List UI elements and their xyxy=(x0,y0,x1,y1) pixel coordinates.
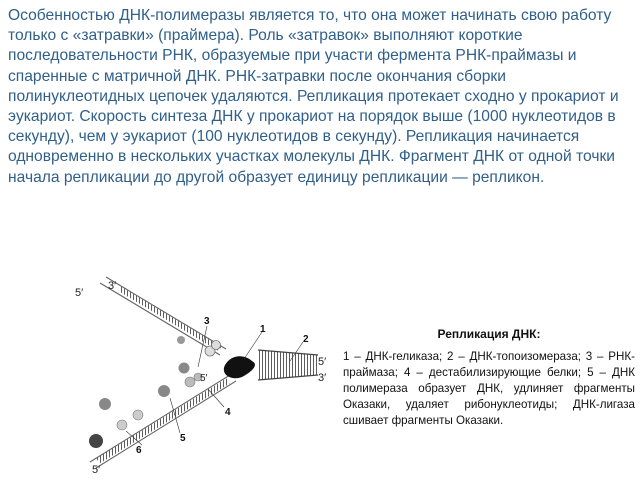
helicase-shape xyxy=(224,356,255,378)
caption-body: 1 – ДНК-геликаза; 2 – ДНК-топоизомераза; 3 – РНК-праймаза; 4 – дестабилизирующие белки; 5 – ДНК полимераза образует ДНК, удлиняет фрагменты Оказаки, удаляет рибонуклеотиды; ДНК-лигаза сшивает фрагменты Оказаки. xyxy=(343,350,635,427)
label-number-1: 1 xyxy=(260,324,266,335)
label-top-five: 5′ xyxy=(75,287,84,299)
label-number-4: 4 xyxy=(225,407,231,418)
figure-caption xyxy=(343,326,635,429)
label-number-3: 3 xyxy=(204,316,210,327)
label-bottom-five: 5′ xyxy=(92,464,101,476)
main-text: Особенностью ДНК-полимеразы является то, что она может начинать свою работу только с «затравки» (праймера). Роль «затравок» выполняют короткие последовательности РНК, образуемые при участи фермента РНК-праймазы и спаренные с матричной ДНК. РНК-затравки после окончания сборки полинуклеотидных цепочек удаляются. Репликация протекает сходно у прокариот и эукариот. Скорость синтеза ДНК у прокариот на порядок выше (1000 нуклеотидов в секунду), чем у эукариот (100 нуклеотидов в секунду). Репликация начинается одновременно в нескольких участках молекулы ДНК. Фрагмент ДНК от одной точки начала репликации до другой образует единицу репликации — репликон. xyxy=(8,7,619,186)
dna-replication-figure xyxy=(60,265,350,480)
parental-dna-helix xyxy=(258,350,318,380)
caption-title: Репликация ДНК: xyxy=(437,327,541,341)
label-number-6: 6 xyxy=(136,445,142,456)
label-number-2: 2 xyxy=(303,334,309,345)
label-right-five: 5′ xyxy=(318,356,327,368)
label-number-5: 5 xyxy=(180,433,186,444)
label-top-three: 3′ xyxy=(108,280,117,292)
label-mid-five: 5′ xyxy=(200,373,208,384)
label-right-three: 3′ xyxy=(318,372,327,384)
